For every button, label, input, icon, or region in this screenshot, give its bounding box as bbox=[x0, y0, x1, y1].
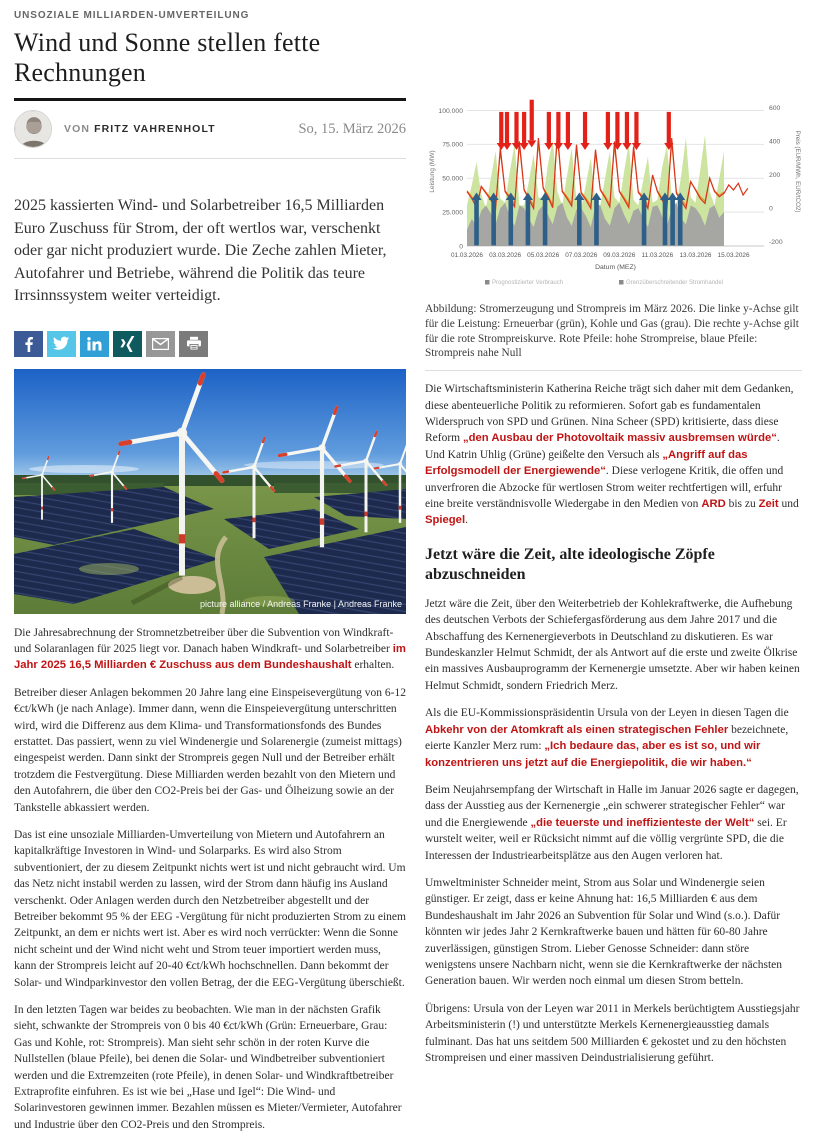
svg-text:25.000: 25.000 bbox=[442, 209, 463, 217]
page-title: Wind und Sonne stellen fette Rechnungen bbox=[14, 28, 321, 87]
text-segment: Das ist eine unsoziale Milliarden-Umverteilung von Mietern und Autofahrern an kapitalkräftige Investoren in Wind- und Solarparks. Es wird also Strom subventioniert, der zu diesem Zeitpunkt nichts wert ist und nicht gebraucht wird. Um das Netz nicht instabil werden zu lassen, wird der Strom dann häufig ins Ausland verschenkt. Oder Anlagen werden durch den Netzbetreiber abgestellt und der Betreiber bekommt 95 % der EEG -Vergütung für nicht produzierten Strom zu einem Zeitpunkt, an dem er nichts wert ist. Aber es wird noch verrückter: Wenn die Sonne nicht scheint und der Wind nicht weht und Strom teuer importiert werden muss, kann der Strompreis leicht auf 20-40 €ct/kWh hochschnellen. Dann bekommt der Solar- und Windparkinvestor den vollen Betrag, der die EEG-Vergütung überschießt. bbox=[14, 828, 406, 989]
text-segment: Umweltminister Schneider meint, Strom aus Solar und Windenergie seien günstiger. Er zeigt, dass er keine Ahnung hat: 16,5 Milliarden € aus dem Bundeshaushalt im Jahr 2026 an Subvention für Solar und Wind (s.o.). Dafür könnten wir jedes Jahr 2 Kernkraftwerke bauen und hätten für 60-80 Jahre zuverlässigen, günstigen Strom. Lieber Genosse Schneider: dann störe wenigstens unsere Nachbarn nicht, wenn sie die Kernkraftwerke der nächsten Generation bauen. Wir werden noch einmal um diesen Strom betteln. bbox=[425, 876, 782, 988]
text-segment: Jetzt wäre die Zeit, über den Weiterbetrieb der Kohlekraftwerke, die Aufhebung des deutschen Verbots der Schiefergasförderung aus dem Jahre 2017 und die Abschaffung des Kernenergieverbots in Deutschland zu diskutieren. Es war Bundeskanzler Helmut Schmidt, der als Antwort auf die erste und zweite Ölkrise ein massives Ausbauprogramm der Kernenergie umsetzte. Aber wir haben keinen Helmut Schmidt, sondern Friedrich Merz. bbox=[425, 597, 800, 692]
right-column bbox=[425, 0, 802, 1066]
x-axis-label: Datum (MEZ) bbox=[595, 264, 636, 271]
paragraph bbox=[425, 705, 802, 771]
svg-text:09.03.2026: 09.03.2026 bbox=[603, 252, 636, 259]
wind-solar-photo bbox=[14, 369, 406, 614]
chart-svg bbox=[425, 85, 802, 290]
text-segment: Beim Neujahrsempfang der Wirtschaft in Halle im Januar 2026 sagte er dagegen, dass der Ausstieg aus der Kernenergie „ein schwerer strategischer Fehler“ war und die Energiewende bbox=[425, 783, 799, 829]
share-mail-button[interactable] bbox=[146, 331, 175, 357]
header-rule bbox=[14, 158, 406, 159]
svg-text:0: 0 bbox=[769, 205, 773, 213]
inline-link[interactable]: Abkehr von der Atomkraft als einen strategischen Fehler bbox=[425, 723, 729, 736]
power-price-chart bbox=[425, 85, 802, 361]
svg-text:07.03.2026: 07.03.2026 bbox=[565, 252, 598, 259]
author-row bbox=[14, 101, 406, 158]
paragraph bbox=[14, 685, 406, 816]
svg-text:100.000: 100.000 bbox=[438, 107, 463, 115]
left-column bbox=[14, 0, 406, 1133]
inline-link[interactable]: „Ich bedaure das, aber es ist so, und wir konzentrieren uns jetzt auf die Energiepolitik, die wir haben.“ bbox=[425, 740, 761, 769]
svg-text:Grenzüberschreitender Stromhan: Grenzüberschreitender Stromhandel bbox=[626, 280, 724, 287]
twitter-icon bbox=[53, 336, 70, 351]
inline-link[interactable]: „Angriff auf das Erfolgsmodell der Energiewende“ bbox=[425, 448, 748, 478]
text-segment: bis zu bbox=[725, 498, 759, 511]
svg-text:75.000: 75.000 bbox=[442, 141, 463, 149]
text-segment: . Und Katrin Uhlig (Grüne) geißelte den Versuch als bbox=[425, 432, 780, 461]
publish-date: So, 15. März 2026 bbox=[298, 120, 406, 137]
text-segment: . Diese verlogene Kritik, die offen und unverfroren die Abzocke für wertlosen Strom weiter rechtfertigen will, erfuhr eine breite verständnisvolle Wiedergabe in den Medien von bbox=[425, 465, 784, 511]
svg-text:01.03.2026: 01.03.2026 bbox=[451, 252, 483, 259]
figure-rule bbox=[425, 370, 802, 371]
chart-canvas bbox=[425, 85, 802, 295]
inline-link[interactable]: ARD bbox=[701, 498, 726, 511]
mail-icon bbox=[152, 338, 169, 350]
svg-text:-200: -200 bbox=[769, 239, 783, 247]
byline bbox=[64, 123, 216, 135]
svg-text:50.000: 50.000 bbox=[442, 175, 463, 183]
paragraph bbox=[14, 827, 406, 991]
hero-image bbox=[14, 369, 406, 614]
paragraph bbox=[14, 1002, 406, 1133]
linkedin-icon bbox=[87, 337, 102, 351]
svg-text:05.03.2026: 05.03.2026 bbox=[527, 252, 560, 259]
text-segment: Betreiber dieser Anlagen bekommen 20 Jahre lang eine Einspeisevergütung von 6-12 €ct/kWh (je nach Anlage). Immer dann, wenn die Einspeievergütung unterschritten wird, wird die Differenz aus dem Klima- und Transformationsfonds des Bundes erstattet. Das passiert, wenn zu viel Windenergie und Solarenergie (zumeist mittags) eingespeist werden. Dann sinkt der Strompreis gegen Null und der Betreiber erhält trotzdem die Festvergütung. Diese Milliarden werden bezahlt von den Mietern und den Autofahrern, die über den CO2-Preis bei der Gas- und Ölheizung sowie an der Tankstelle abkassiert werden. bbox=[14, 686, 406, 814]
paragraph bbox=[425, 1001, 802, 1067]
author-name: FRITZ VAHRENHOLT bbox=[94, 123, 216, 135]
svg-text:13.03.2026: 13.03.2026 bbox=[679, 252, 712, 259]
svg-text:15.03.2026: 15.03.2026 bbox=[717, 252, 750, 259]
xing-icon bbox=[120, 336, 135, 352]
text-segment: Die Jahresabrechnung der Stromnetzbetreiber über die Subvention von Windkraft- und Solaranlagen für 2025 liegt vor. Danach haben Windkraft- und Solarbetreiber bbox=[14, 626, 394, 655]
inline-link[interactable]: Spiegel bbox=[425, 514, 466, 527]
svg-text:11.03.2026: 11.03.2026 bbox=[641, 252, 674, 259]
text-segment: In den letzten Tagen war beides zu beobachten. Wie man in der nächsten Grafik sieht, schwankte der Strompreis von 0 bis 40 €ct/kWh (Grün: Erneuerbare, Grau: Gas und Kohle, rot: Strompreis). Man sieht sehr schön in der roten Kurve die Nullstellen (blaue Pfeile), bei denen die Solar- und Windbetreiber subventioniert werden und die Extremzeiten (rote Pfeile), in denen Solar- und Windkraftbetreiber Extraprofite einfuhren. Es ist wie bei „Hase und Igel“: Die Wind- und Solarinvestoren gewinnen immer. Bezahlen müssen es Mieter/Vermieter, Autofahrer und Industrie über den CO2-Preis und den Strompreis. bbox=[14, 1004, 402, 1131]
text-segment: sei. Er wurstelt weiter, weil er Rücksicht nimmt auf die völlig vergrünte SPD, die die Interessen der Industriearbeitsplätze aus den Augen verloren hat. bbox=[425, 816, 787, 862]
paragraph bbox=[425, 381, 802, 529]
share-print-button[interactable] bbox=[179, 331, 208, 357]
print-icon bbox=[186, 336, 202, 351]
right-axis-label: Preis (EUR/MWh, EUR/tCO2) bbox=[794, 130, 801, 213]
lead-paragraph: 2025 kassierten Wind- und Solarbetreiber 16,5 Milliarden Euro Zuschuss für Strom, der oft wertlos war, verschenkt oder gar nicht produziert wurde. Die Zeche zahlen Mieter, Autofahrer und Betriebe, während die Politik das teure Irrsinnssystem weiter verteidigt. bbox=[14, 197, 387, 304]
kicker: UNSOZIALE MILLIARDEN-UMVERTEILUNG bbox=[14, 10, 250, 21]
inline-link[interactable]: im Jahr 2025 16,5 Milliarden € Zuschuss aus dem Bundeshaushalt bbox=[14, 642, 406, 672]
inline-link[interactable]: Zeit bbox=[758, 498, 779, 511]
svg-text:Prognostizierter Verbrauch: Prognostizierter Verbrauch bbox=[492, 280, 564, 287]
inline-link[interactable]: „den Ausbau der Photovoltaik massiv ausbremsen würde“ bbox=[463, 432, 777, 445]
text-segment: . bbox=[465, 514, 468, 527]
facebook-icon bbox=[21, 336, 37, 352]
share-twitter-button[interactable] bbox=[47, 331, 76, 357]
left-axis-label: Leistung (MW) bbox=[429, 150, 436, 193]
share-facebook-button[interactable] bbox=[14, 331, 43, 357]
share-bar bbox=[14, 331, 406, 357]
photo-credit: picture alliance / Andreas Franke | Andreas Franke bbox=[200, 598, 402, 609]
text-segment: bezeichnete, eierte Kanzler Merz rum: bbox=[425, 723, 789, 753]
svg-text:200: 200 bbox=[769, 172, 781, 180]
paragraph bbox=[14, 625, 406, 674]
figure-caption: Abbildung: Stromerzeugung und Strompreis im März 2026. Die linke y-Achse gilt für die Leistung: Erneuerbar (grün), Kohle und Gas (grau). Die rechte y-Achse gilt für die rote Strompreiskurve. Rote Pfeile: hohe Strompreise, blaue Pfeile: Strompreis nahe Null bbox=[425, 303, 799, 360]
svg-text:03.03.2026: 03.03.2026 bbox=[489, 252, 522, 259]
paragraph bbox=[425, 782, 802, 864]
text-segment: Die Wirtschaftsministerin Katherina Reiche trägt sich daher mit dem Gedanken, diese abenteuerliche Politik zu reformieren. Sofort gab es fundamentalen Widerspruch von SPD und Grünen. Nina Scheer (SPD) kritisierte, dass diese Reform bbox=[425, 383, 794, 445]
paragraph bbox=[425, 596, 802, 694]
text-segment: Als die EU-Kommissionspräsidentin Ursula von der Leyen in diesen Tagen die bbox=[425, 707, 789, 720]
svg-text:400: 400 bbox=[769, 138, 781, 146]
text-segment: Übrigens: Ursula von der Leyen war 2011 in Merkels berüchtigtem Ausstiegsjahr Arbeitsministerin (!) und unterstützte Merkels Kernenergieausstieg damals fulminant. Das hat uns seitdem 500 Milliarden € gekostet und zu den höchsten Strompreisen und einer massiven Deindustrialisierung geführt. bbox=[425, 1002, 800, 1064]
share-linkedin-button[interactable] bbox=[80, 331, 109, 357]
paragraph bbox=[425, 875, 802, 990]
svg-text:600: 600 bbox=[769, 105, 781, 113]
avatar bbox=[14, 110, 52, 148]
text-segment: erhalten. bbox=[351, 659, 395, 672]
subheading: Jetzt wäre die Zeit, alte ideologische Zöpfe abzuschneiden bbox=[425, 545, 715, 583]
share-xing-button[interactable] bbox=[113, 331, 142, 357]
svg-text:0: 0 bbox=[459, 243, 463, 251]
avatar-portrait bbox=[15, 111, 52, 148]
text-segment: und bbox=[778, 498, 799, 511]
inline-link[interactable]: „die teuerste und ineffizienteste der Welt“ bbox=[530, 816, 755, 829]
byline-prefix: VON bbox=[64, 123, 95, 135]
